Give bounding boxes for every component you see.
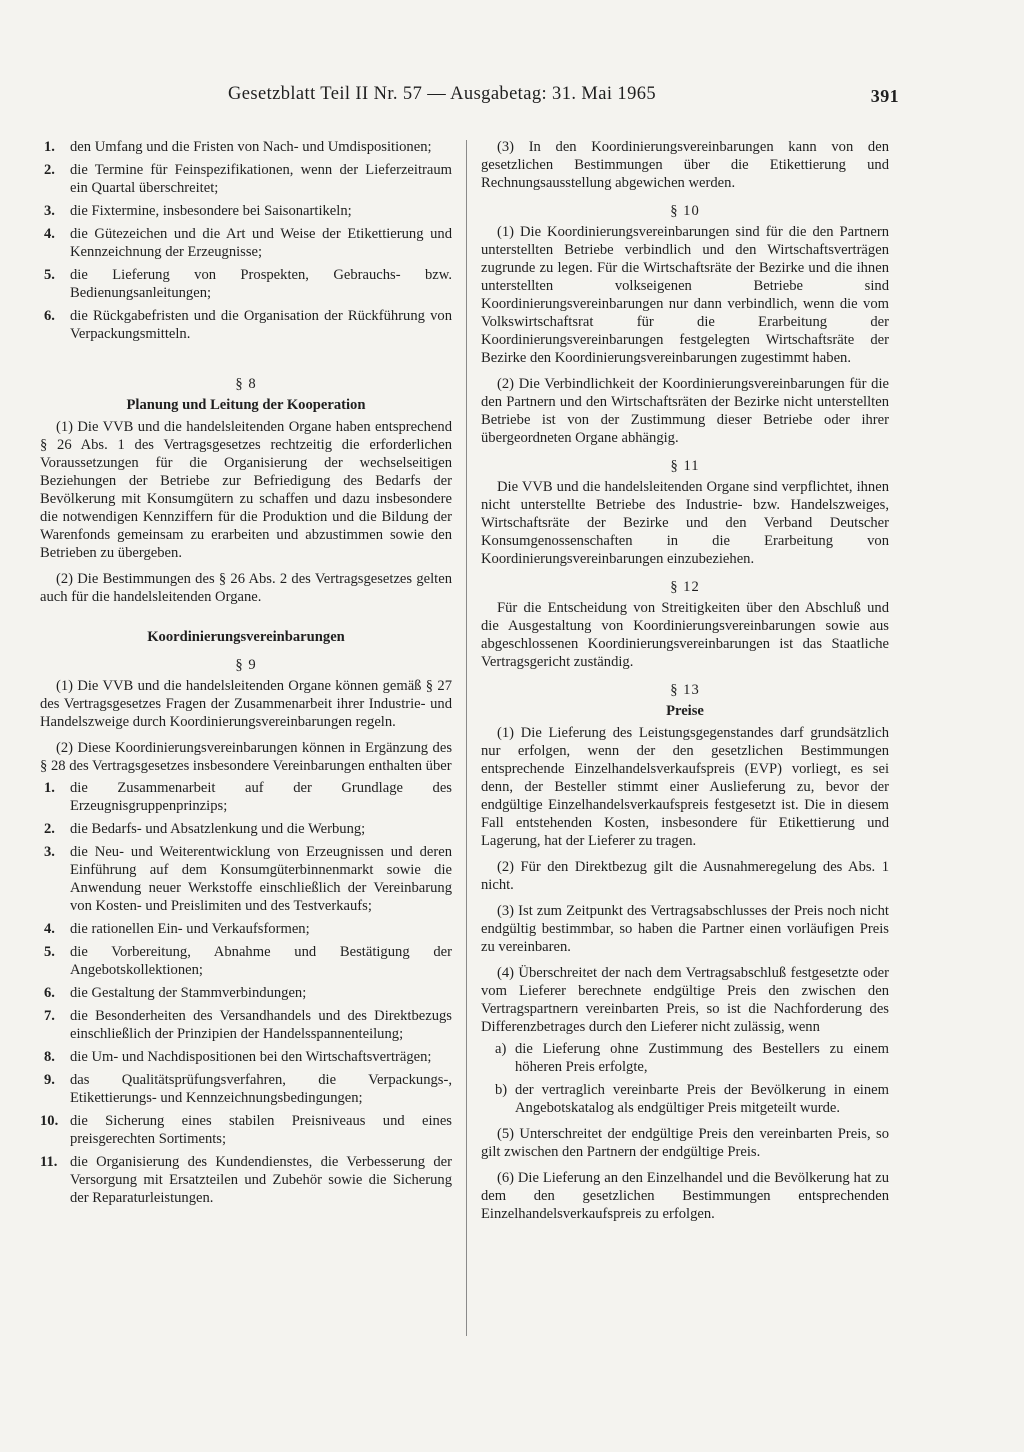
list-item-number: 7. (44, 1008, 55, 1024)
list-item-number: 10. (40, 1113, 59, 1129)
list-item-text: die Um- und Nachdispositionen bei den Wirtschaftsverträgen; (70, 1049, 432, 1065)
list-item (40, 1153, 452, 1207)
paragraph: (5) Unterschreitet der endgültige Preis den vereinbarten Preis, so gilt zwischen den Partnern der endgültige Preis. (481, 1126, 889, 1160)
header-title: Gesetzblatt Teil II Nr. 57 — Ausgabetag: 31. Mai 1965 (228, 84, 657, 104)
paragraph: (1) Die Lieferung des Leistungsgegenstandes darf grundsätzlich nur erfolgen, wenn der den gesetzlichen Bestimmungen entsprechende Einzelhandelsverkaufspreis (EVP) vorliegt, es sei denn, der Besteller stimmt einer Auslieferung zu, bevor der endgültige Einzelhandelsverkaufspreis festgesetzt ist. Die in diesem Fall entstehenden Kosten, insbesondere für Etikettierung und Lagerung, hat der Lieferer zu tragen. (481, 725, 889, 849)
column-divider (466, 140, 467, 1336)
list-item-text: die Vorbereitung, Abnahme und Bestätigung der Angebotskollektionen; (70, 944, 452, 978)
left-column (40, 138, 452, 1215)
list-item-text: die Bedarfs- und Absatzlenkung und die Werbung; (70, 821, 366, 837)
list-item-number: 1. (44, 780, 55, 796)
list-item-text: den Umfang und die Fristen von Nach- und Umdispositionen; (70, 139, 432, 155)
list-top (40, 138, 452, 343)
section-number-10: § 10 (670, 203, 700, 219)
section-title-8: Planung und Leitung der Kooperation (126, 397, 366, 413)
list-item (40, 920, 452, 938)
paragraph: (2) Die Bestimmungen des § 26 Abs. 2 des Vertragsgesetzes gelten auch für die handelsleitenden Organe. (40, 571, 452, 605)
list-item (40, 943, 452, 979)
section-title-13: Preise (666, 703, 704, 719)
list-item-number: 5. (44, 944, 55, 960)
paragraph: (2) Die Verbindlichkeit der Koordinierungsvereinbarungen für die den Partnern und den Wirtschaftsräten der Bezirke nicht unterstellten Betriebe ist von der Zustimmung dieser Betriebe oder ihrer übergeordneten Organe abhängig. (481, 376, 889, 446)
section-number-8: § 8 (235, 376, 257, 392)
list-item-number: 8. (44, 1049, 55, 1065)
list-item-letter: a) (495, 1041, 507, 1057)
list-item (481, 1040, 889, 1076)
list-item-number: 9. (44, 1072, 55, 1088)
list-item-number: 6. (44, 985, 55, 1001)
paragraph: (6) Die Lieferung an den Einzelhandel und die Bevölkerung hat zu dem den gesetzlichen Bestimmungen entsprechenden Einzelhandelsverkaufspreis zu erfolgen. (481, 1170, 889, 1222)
list-item-text: der vertraglich vereinbarte Preis der Bevölkerung in einem Angebotskatalog als endgültiger Preis mitgeteilt wurde. (515, 1082, 889, 1116)
list-item (40, 1071, 452, 1107)
list-item (481, 1081, 889, 1117)
list-item-number: 3. (44, 203, 55, 219)
list-item (40, 307, 452, 343)
list-item (40, 202, 452, 220)
list-item (40, 843, 452, 915)
list-item-text: die Besonderheiten des Versandhandels und des Direktbezugs einschließlich der Prinzipien der Handelsspannenteilung; (70, 1008, 452, 1042)
list-item-text: die Sicherung eines stabilen Preisniveaus und eines preisgerechten Sortiments; (70, 1113, 452, 1147)
paragraph: (1) Die VVB und die handelsleitenden Organe können gemäß § 27 des Vertragsgesetzes Fragen der Zusammenarbeit ihrer Industrie- und Handelszweige durch Koordinierungsvereinbarungen regeln. (40, 678, 452, 730)
page-header (228, 84, 899, 110)
section-number-11: § 11 (670, 458, 700, 474)
list-s9 (40, 779, 452, 1207)
list-item-number: 2. (44, 821, 55, 837)
list-item-number: 2. (44, 162, 55, 178)
list-item (40, 984, 452, 1002)
paragraph: (3) In den Koordinierungsvereinbarungen kann von den gesetzlichen Bestimmungen über die Etikettierung und Rechnungsausstellung abgewichen werden. (481, 139, 889, 191)
list-item (40, 225, 452, 261)
paragraph: (4) Überschreitet der nach dem Vertragsabschluß festgesetzte oder vom Lieferer berechnete endgültige Preis den zwischen den Vertragspartnern vereinbarten Preis, so ist die Nachforderung des Differenzbetrages durch den Lieferer nicht zulässig, wenn (481, 965, 889, 1035)
section-number-12: § 12 (670, 579, 700, 595)
list-item-text: das Qualitätsprüfungsverfahren, die Verpackungs-, Etikettierungs- und Kennzeichnungsbedingungen; (70, 1072, 452, 1106)
heading-koordinierungsvereinbarungen: Koordinierungsvereinbarungen (147, 629, 345, 645)
list-item-number: 3. (44, 844, 55, 860)
right-column (481, 138, 889, 1231)
paragraph: (3) Ist zum Zeitpunkt des Vertragsabschlusses der Preis noch nicht endgültig bestimmbar, so haben die Partner einen vorläufigen Preis zu vereinbaren. (481, 903, 889, 955)
page-number: 391 (870, 86, 899, 106)
list-item-number: 5. (44, 267, 55, 283)
list-item-number: 11. (40, 1154, 58, 1170)
list-item-text: die Neu- und Weiterentwicklung von Erzeugnissen und deren Einführung auf dem Konsumgüterbinnenmarkt sowie die Anwendung neuer Werkstoffe einschließlich der Vereinbarung von Kosten- und Preislimiten und des Testverkaufs; (70, 844, 452, 914)
paragraph: (1) Die VVB und die handelsleitenden Organe haben entsprechend § 26 Abs. 1 des Vertragsgesetzes rechtzeitig die erforderlichen Voraussetzungen für die Organisierung der wechselseitigen Beziehungen der Betriebe zur Befriedigung des Bedarfs der Bevölkerung mit Konsumgütern zu schaffen und dazu insbesondere die notwendigen Kennziffern für die Produktion und die Bildung der Warenfonds gemeinsam zu erarbeiten und abzustimmen sowie den Betrieben zu übergeben. (40, 419, 452, 561)
list-item-letter: b) (495, 1082, 508, 1098)
list-item (40, 1048, 452, 1066)
list-item-text: die Fixtermine, insbesondere bei Saisonartikeln; (70, 203, 352, 219)
list-item (40, 1007, 452, 1043)
list-item-text: die Lieferung ohne Zustimmung des Bestellers zu einem höheren Preis erfolgte, (515, 1041, 889, 1075)
list-item-number: 4. (44, 921, 55, 937)
paragraph: Die VVB und die handelsleitenden Organe sind verpflichtet, ihnen nicht unterstellte Betriebe des Industrie- bzw. Handelszweiges, Wirtschaftsräte der Bezirke und den Verband Deutscher Konsumgenossenschaften in die Erarbeitung von Koordinierungsvereinbarungen einzubeziehen. (481, 479, 889, 567)
list-item (40, 779, 452, 815)
list-item-text: die Rückgabefristen und die Organisation der Rückführung von Verpackungsmitteln. (70, 308, 452, 342)
paragraph: (2) Für den Direktbezug gilt die Ausnahmeregelung des Abs. 1 nicht. (481, 859, 889, 893)
list-item-text: die Gestaltung der Stammverbindungen; (70, 985, 307, 1001)
list-item-text: die Lieferung von Prospekten, Gebrauchs- bzw. Bedienungsanleitungen; (70, 267, 452, 301)
list-item-text: die rationellen Ein- und Verkaufsformen; (70, 921, 310, 937)
list-s13 (481, 1040, 889, 1117)
paragraph: (2) Diese Koordinierungsvereinbarungen können in Ergänzung des § 28 des Vertragsgesetzes insbesondere Vereinbarungen enthalten über (40, 740, 452, 774)
section-number-9: § 9 (235, 657, 257, 673)
list-item-number: 6. (44, 308, 55, 324)
list-item-text: die Gütezeichen und die Art und Weise der Etikettierung und Kennzeichnung der Erzeugnisse; (70, 226, 452, 260)
list-item (40, 1112, 452, 1148)
paragraph: Für die Entscheidung von Streitigkeiten über den Abschluß und die Ausgestaltung von Koordinierungsvereinbarungen sowie aus abgeschlossenen Koordinierungsvereinbarungen ist das Staatliche Vertragsgericht zuständig. (481, 600, 889, 670)
list-item-text: die Organisierung des Kundendienstes, die Verbesserung der Versorgung mit Ersatzteilen und Zubehör sowie die Sicherung der Reparaturleistungen. (70, 1154, 452, 1206)
paragraph: (1) Die Koordinierungsvereinbarungen sind für die den Partnern unterstellten Betriebe verbindlich und den Wirtschaftsverträgen zugrunde zu legen. Für die Wirtschaftsräte der Bezirke und die ihnen unterstellten volkseigenen Betriebe sind Koordinierungsvereinbarungen nur dann verbindlich, wenn die vom Volkswirtschaftsrat für die Erarbeitung der Koordinierungsvereinbarungen festgelegten Wirtschaftsräte der Bezirke den Koordinierungsvereinbarungen zugestimmt haben. (481, 224, 889, 366)
list-item-text: die Termine für Feinspezifikationen, wenn der Lieferzeitraum ein Quartal überschreitet; (70, 162, 452, 196)
list-item (40, 820, 452, 838)
list-item-number: 1. (44, 139, 55, 155)
section-number-13: § 13 (670, 682, 700, 698)
list-item (40, 266, 452, 302)
list-item (40, 138, 452, 156)
list-item-text: die Zusammenarbeit auf der Grundlage des Erzeugnisgruppenprinzips; (70, 780, 452, 814)
list-item (40, 161, 452, 197)
list-item-number: 4. (44, 226, 55, 242)
